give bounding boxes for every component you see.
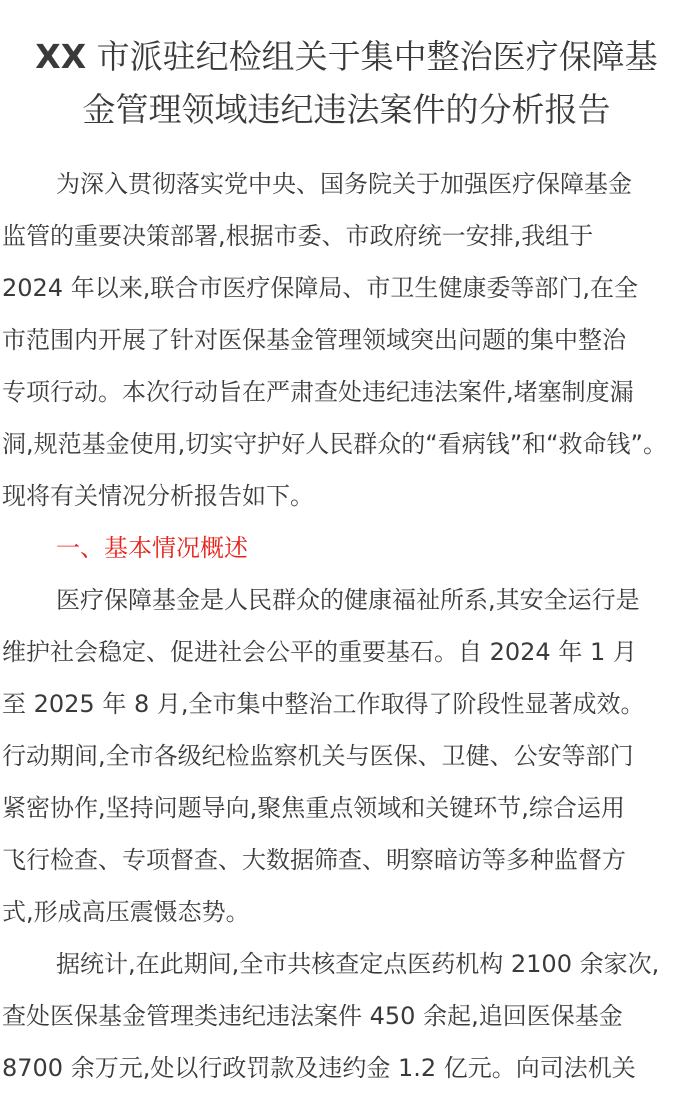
paragraph-line: 行动期间,全市各级纪检监察机关与医保、卫健、公安等部门 — [2, 742, 634, 770]
paragraph-line: 医疗保障基金是人民群众的健康福祉所系,其安全运行是 — [56, 586, 640, 614]
paragraph-line: 监管的重要决策部署,根据市委、市政府统一安排,我组于 — [2, 222, 594, 250]
section-heading: 一、基本情况概述 — [56, 534, 248, 562]
title-line-2 — [0, 83, 693, 136]
paragraph-line: 洞,规范基金使用,切实守护好人民群众的“看病钱”和“救命钱”。 — [2, 430, 667, 458]
paragraph-line: 市范围内开展了针对医保基金管理领域突出问题的集中整治 — [2, 326, 626, 354]
paragraph-line: 现将有关情况分析报告如下。 — [2, 482, 314, 510]
paragraph-line: 飞行检查、专项督查、大数据筛查、明察暗访等多种监督方 — [2, 846, 626, 874]
title-text: 市派驻纪检组关于集中整治医疗保障基 — [86, 37, 658, 76]
title-line-1 — [0, 30, 693, 83]
document-title — [0, 30, 693, 136]
paragraph-line: 为深入贯彻落实党中央、国务院关于加强医疗保障基金 — [56, 170, 632, 198]
paragraph-line: 8700 余万元,处以行政罚款及违约金 1.2 亿元。向司法机关 — [2, 1054, 636, 1082]
paragraph-line: 2024 年以来,联合市医疗保障局、市卫生健康委等部门,在全 — [2, 274, 638, 302]
title-prefix: XX — [35, 37, 87, 76]
paragraph-line: 维护社会稳定、促进社会公平的重要基石。自 2024 年 1 月 — [2, 638, 637, 666]
title-text: 金管理领域违纪违法案件的分析报告 — [82, 90, 611, 129]
paragraph-line: 紧密协作,坚持问题导向,聚焦重点领域和关键环节,综合运用 — [2, 794, 625, 822]
paragraph-line: 据统计,在此期间,全市共核查定点医药机构 2100 余家次, — [56, 950, 660, 978]
paragraph-line: 至 2025 年 8 月,全市集中整治工作取得了阶段性显著成效。 — [2, 690, 645, 718]
paragraph-line: 专项行动。本次行动旨在严肃查处违纪违法案件,堵塞制度漏 — [2, 378, 634, 406]
paragraph-line: 式,形成高压震慑态势。 — [2, 898, 250, 926]
paragraph-line: 查处医保基金管理类违纪违法案件 450 余起,追回医保基金 — [2, 1002, 623, 1030]
